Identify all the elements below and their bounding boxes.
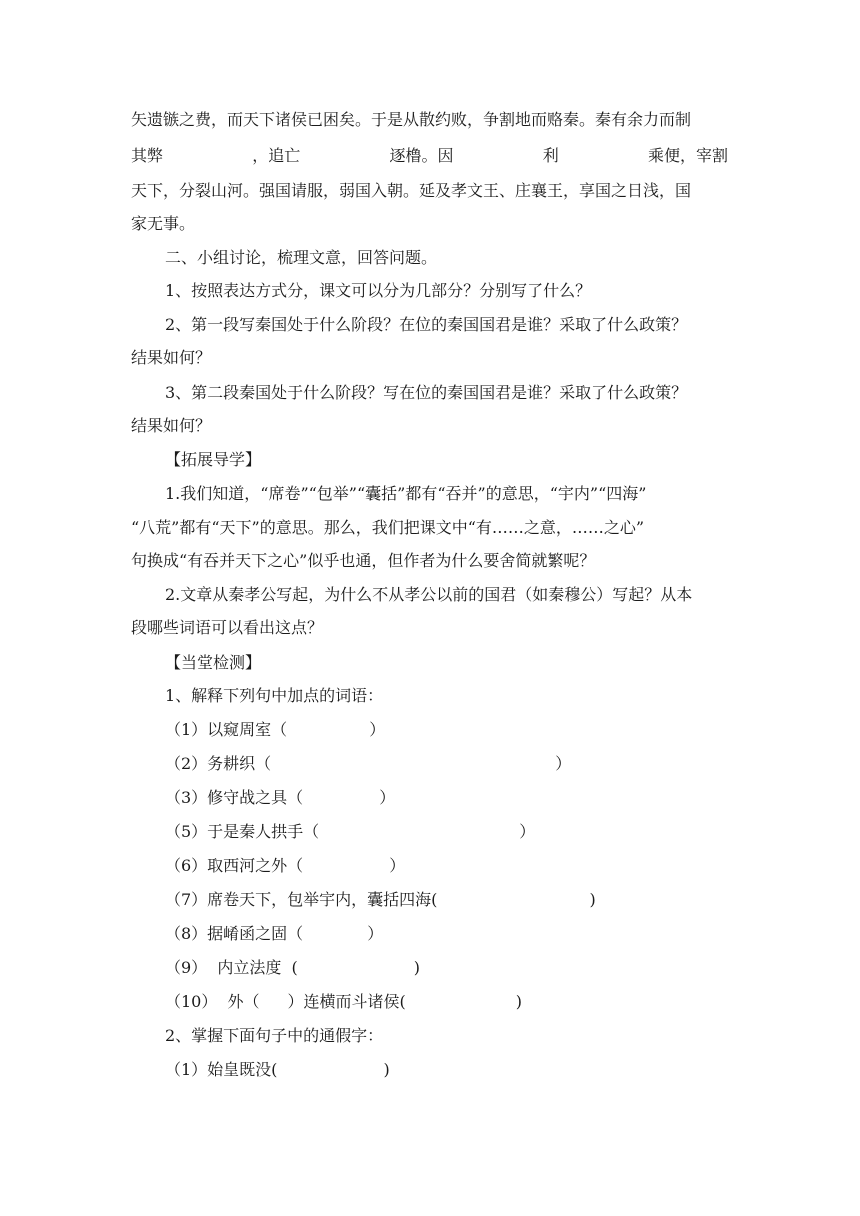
fill-blank-item: [165, 890, 596, 910]
section-heading: 【当堂检测】: [165, 653, 262, 672]
question: 1、解释下列句中加点的词语：: [165, 686, 384, 705]
question: 1、按照表达方式分，课文可以分为几部分？分别写了什么？: [165, 281, 592, 300]
passage-fragment: ，追亡: [252, 146, 301, 165]
item-mid: ）连横而斗诸侯(: [287, 992, 406, 1011]
item-close: ）: [555, 754, 572, 773]
question: 2、掌握下面句子中的通假字：: [165, 1026, 384, 1045]
passage-line: 家无事。: [131, 214, 196, 233]
fill-blank-item: [165, 924, 383, 944]
fill-blank-item: [165, 720, 385, 740]
paragraph-line: “八荒”都有“天下”的意思。那么，我们把课文中“有……之意，……之心”: [131, 518, 645, 537]
item-close: ): [413, 958, 421, 977]
item-text: （10） 外（: [165, 992, 260, 1011]
item-text: （3）修守战之具（: [165, 788, 304, 807]
fill-blank-item: [165, 754, 571, 774]
fill-blank-item: [165, 958, 420, 978]
paragraph-line: 1.我们知道，“席卷”“包举”“囊括”都有“吞并”的意思，“宇内”“四海”: [165, 484, 647, 503]
section-heading: 二、小组讨论，梳理文意，回答问题。: [165, 248, 438, 267]
fill-blank-item: [165, 1060, 390, 1080]
passage-fragment: 利: [542, 146, 559, 165]
item-text: （5）于是秦人拱手（: [165, 822, 320, 841]
fill-blank-item: [165, 788, 395, 808]
paragraph-line: 2.文章从秦孝公写起，为什么不从孝公以前的国君（如秦穆公）写起？从本: [165, 585, 693, 604]
item-close: ）: [519, 822, 536, 841]
question-continued: 结果如何？: [131, 416, 212, 435]
item-text: （2）务耕织（: [165, 754, 272, 773]
item-close: ）: [367, 924, 384, 943]
item-text: （9） 内立法度 (: [165, 958, 298, 977]
passage-line-spaced: [131, 146, 728, 166]
section-heading: 【拓展导学】: [165, 450, 262, 469]
item-text: （8）据崤函之固（: [165, 924, 304, 943]
fill-blank-item: [165, 822, 535, 842]
passage-fragment: 逐橹。因: [389, 146, 454, 165]
item-text: （1）始皇既没(: [165, 1060, 278, 1079]
item-close: ）: [379, 788, 396, 807]
question: 2、第一段写秦国处于什么阶段？在位的秦国国君是谁？采取了什么政策？: [165, 315, 688, 334]
passage-fragment: 乘便，宰割: [647, 146, 728, 165]
item-close: ）: [389, 856, 406, 875]
item-text: （7）席卷天下，包举宇内，囊括四海(: [165, 890, 438, 909]
item-close: ): [383, 1060, 390, 1079]
item-close: ）: [369, 720, 386, 739]
paragraph-line: 段哪些词语可以看出这点？: [131, 618, 324, 637]
fill-blank-item: [165, 856, 405, 876]
item-text: （6）取西河之外（: [165, 856, 304, 875]
item-text: （1）以窥周室（: [165, 720, 288, 739]
item-close: ): [515, 992, 523, 1011]
passage-fragment: 其弊: [131, 146, 164, 165]
item-close: ): [589, 890, 596, 909]
passage-line: 天下，分裂山河。强国请服，弱国入朝。延及孝文王、庄襄王，享国之日浅，国: [131, 181, 692, 200]
fill-blank-item: [165, 992, 522, 1012]
paragraph-line: 句换成“有吞并天下之心”似乎也通，但作者为什么要舍简就繁呢？: [131, 551, 596, 570]
question-continued: 结果如何？: [131, 348, 212, 367]
question: 3、第二段秦国处于什么阶段？写在位的秦国国君是谁？采取了什么政策？: [165, 383, 688, 402]
passage-line: 矢遗镞之费，而天下诸侯已困矣。于是从散约败，争割地而赂秦。秦有余力而制: [131, 110, 692, 129]
